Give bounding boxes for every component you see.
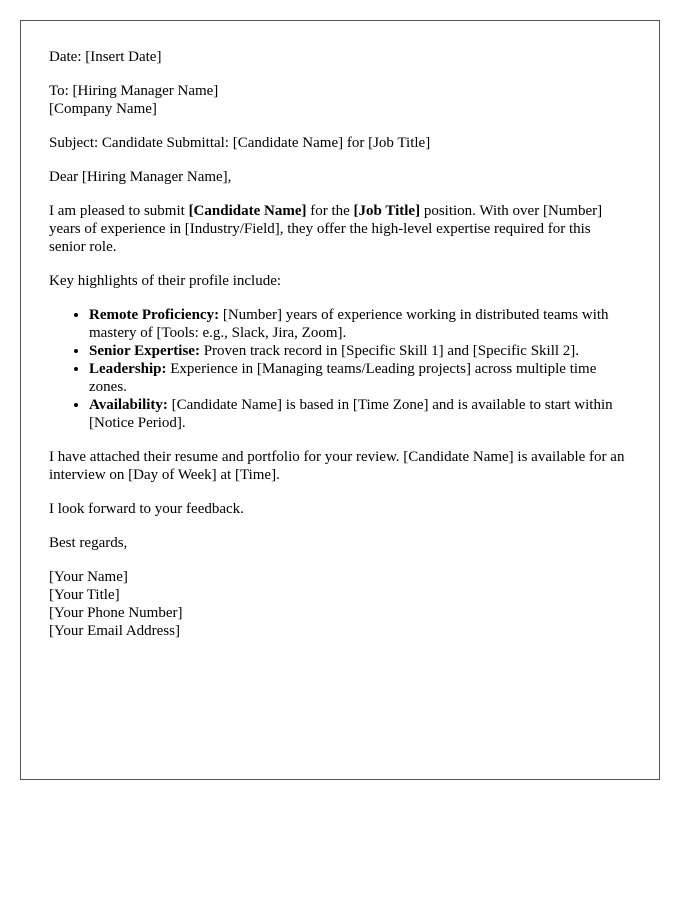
intro-text-3: position. With over [Number] years of experience in [Industry/Field], they offer the high-level expertise required for this senior role.: [49, 203, 603, 255]
highlight-label: Senior Expertise:: [89, 343, 200, 359]
intro-candidate-name: [Candidate Name]: [188, 203, 307, 219]
intro-job-title: [Job Title]: [353, 203, 421, 219]
highlight-text: Proven track record in [Specific Skill 1] and [Specific Skill 2].: [199, 343, 580, 359]
intro-paragraph: [49, 202, 631, 256]
signature-title: [Your Title]: [49, 587, 120, 603]
salutation: Dear [Hiring Manager Name],: [49, 169, 232, 185]
sign-off: Best regards,: [49, 535, 128, 551]
signature-name: [Your Name]: [49, 569, 128, 585]
signature-phone: [Your Phone Number]: [49, 605, 183, 621]
signature-email: [Your Email Address]: [49, 623, 180, 639]
recipient-block: [49, 82, 631, 118]
intro-text-1: I am pleased to submit: [49, 203, 189, 219]
intro-text-2: for the: [306, 203, 354, 219]
date-line: Date: [Insert Date]: [49, 49, 162, 65]
highlight-item: [89, 360, 631, 396]
closing-line: I look forward to your feedback.: [49, 501, 244, 517]
highlight-text: [Number] years of experience working in distributed teams with mastery of [Tools: e.g., Slack, Jira, Zoom].: [89, 307, 609, 341]
highlight-item: [89, 396, 631, 432]
highlight-label: Remote Proficiency:: [89, 307, 220, 323]
recipient-company: [Company Name]: [49, 101, 157, 117]
letter-page: [20, 20, 660, 780]
highlight-item: [89, 306, 631, 342]
subject-line: Subject: Candidate Submittal: [Candidate Name] for [Job Title]: [49, 135, 431, 151]
recipient-name: To: [Hiring Manager Name]: [49, 83, 219, 99]
highlight-label: Leadership:: [89, 361, 167, 377]
attachment-paragraph: I have attached their resume and portfolio for your review. [Candidate Name] is available for an interview on [Day of Week] at [Time].: [49, 449, 625, 483]
highlights-intro: Key highlights of their profile include:: [49, 273, 282, 289]
highlight-text: Experience in [Managing teams/Leading projects] across multiple time zones.: [89, 361, 597, 395]
signature-block: [49, 568, 631, 640]
highlight-label: Availability:: [89, 397, 168, 413]
highlight-item: [89, 342, 631, 360]
highlights-list: [49, 306, 631, 432]
highlight-text: [Candidate Name] is based in [Time Zone] and is available to start within [Notice Period].: [89, 397, 613, 431]
